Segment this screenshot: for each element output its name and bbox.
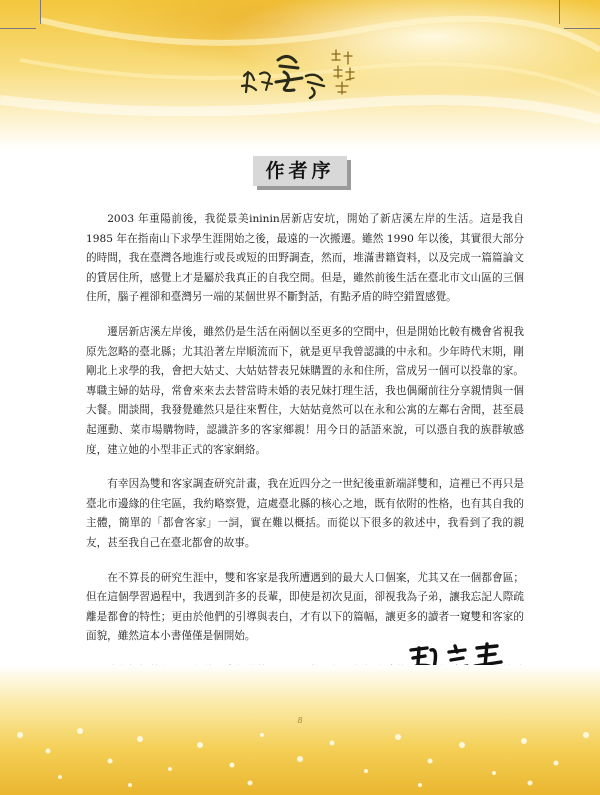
crop-mark xyxy=(564,28,600,29)
paragraph: 有幸因為雙和客家調查研究計畫，我在近四分之一世紀後重新端詳雙和，這裡已不再只是臺北市邊緣的住宅區，我約略察覺，這處臺北縣的核心之地，既有依附的性格，也有其自我的主體，簡單的「都會客家」一詞，實在難以概括。而從以下很多的敘述中，我看到了我的親友，甚至我自己在臺北都會的故事。 xyxy=(86,478,524,549)
paragraph: 遷居新店溪左岸後，雖然仍是生活在兩個以至更多的空間中，但是開始比較有機會省視我原先忽略的臺北縣；尤其沿著左岸順流而下，就是更早我曾認識的中永和。少年時代末期，剛剛北上求學的我，會把大姑丈、大姑姑替表兄妹購置的永和住所，當成另一個可以投靠的家。專職主婦的姑母，常會來來去去替當時未婚的表兄妹打理生活，我也偶爾前往分享親情與一個大餐。閒談間，我發覺雖然只是往來暫住，大姑姑竟然可以在永和公寓的左鄰右舍間，甚至晨起運動、菜市場購物時，認識許多的客家鄉親！用今日的話語來說，可以憑自我的族群敏感度，建立她的小型非正式的客家網絡。 xyxy=(86,325,524,456)
paragraph: 2003 年重陽前後，我從景美ininin居新店安坑，開始了新店溪左岸的生活。這是我自 1985 年在指南山下求學生涯開始之後，最遠的一次搬遷。雖然 1990 年以後，其實很大部分的時間，我在臺灣各地進行或長或短的田野調查，然而，堆滿書籍資料，以及完成一篇篇論文的賃居住所，感覺上才是屬於我真正的自我空間。但是，雖然前後生活在臺北市文山區的三個住所，腦子裡卻和臺灣另一端的某個世界不斷對話，有點矛盾的時空錯置感覺。 xyxy=(86,213,524,304)
page-number: 8 xyxy=(297,716,303,725)
crop-mark xyxy=(559,0,560,24)
title-box xyxy=(253,156,347,186)
crop-mark xyxy=(40,0,41,24)
crop-mark xyxy=(0,28,36,29)
bottom-flower-banner xyxy=(0,665,600,795)
paragraph: 在不算長的研究生涯中，雙和客家是我所遭遇到的最大人口個案，尤其又在一個都會區；但在這個學習過程中，我遇到許多的長輩，即使是初次見面，卻視我為子弟，讓我忘記人際疏離是都會的特性；更由於他們的引導與表白，才有以下的篇幅，讓更多的讀者一窺雙和客家的面貌，雖然這本小書僅僅是個開始。 xyxy=(86,571,524,643)
page-title: 作者序 xyxy=(265,160,335,182)
calligraphy-logo xyxy=(236,46,366,108)
